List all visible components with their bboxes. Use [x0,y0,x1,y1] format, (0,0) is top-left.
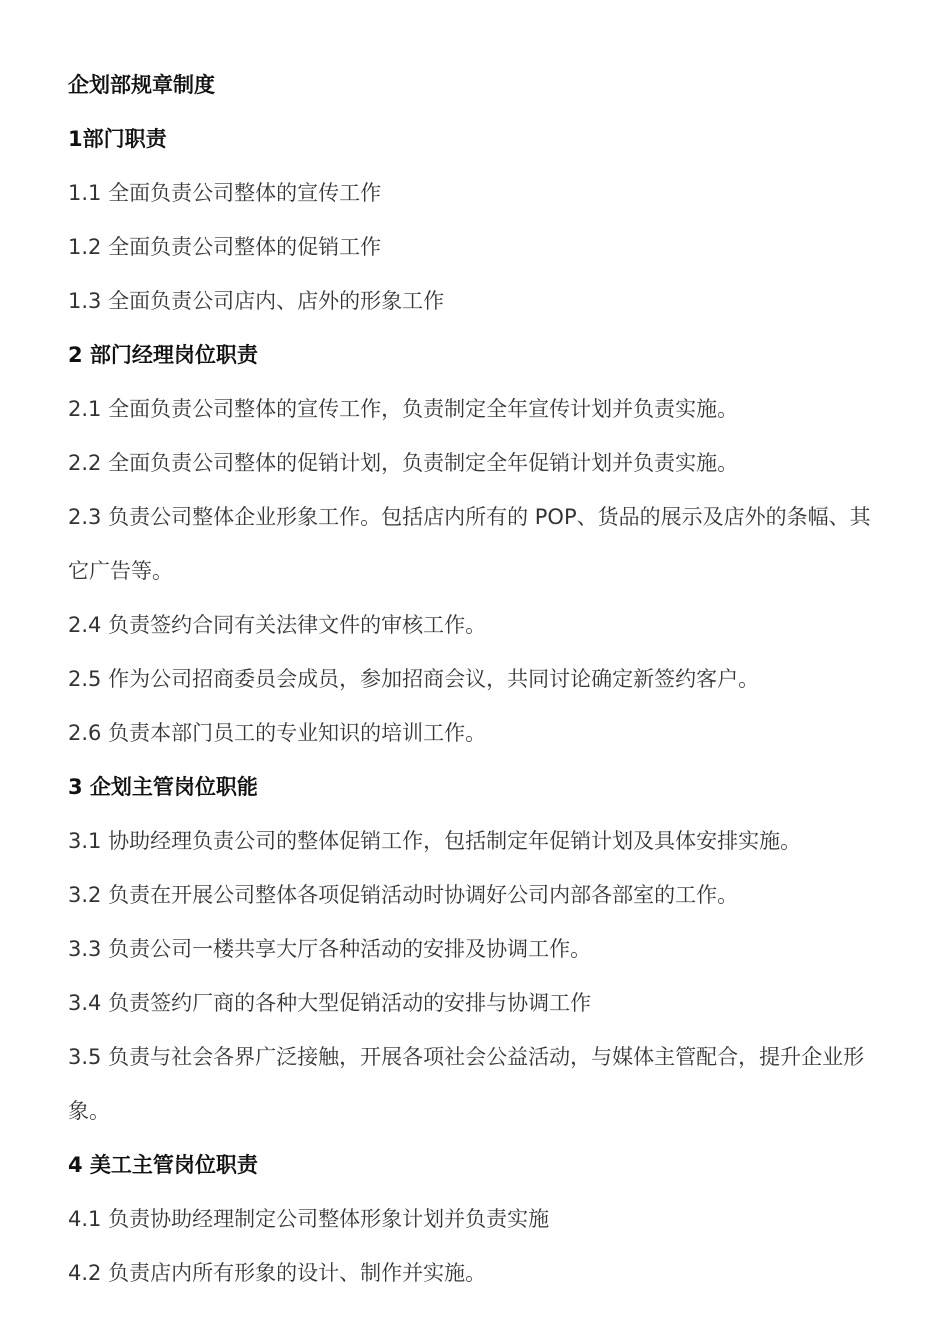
section-2-item-2: 2.2 全面负责公司整体的促销计划，负责制定全年促销计划并负责实施。 [68,451,739,475]
document-title: 企划部规章制度 [68,73,215,97]
section-3-item-4: 3.4 负责签约厂商的各种大型促销活动的安排与协调工作 [68,991,592,1015]
section-2-item-4: 2.4 负责签约合同有关法律文件的审核工作。 [68,613,487,637]
document-body [68,58,898,1300]
section-4-item-2: 4.2 负责店内所有形象的设计、制作并实施。 [68,1261,487,1285]
section-3-item-5: 3.5 负责与社会各界广泛接触，开展各项社会公益活动，与媒体主管配合，提升企业形象。 [68,1045,865,1123]
section-1-item-1: 1.1 全面负责公司整体的宣传工作 [68,181,382,205]
section-heading-4: 4 美工主管岗位职责 [68,1153,258,1177]
section-heading-2: 2 部门经理岗位职责 [68,343,258,367]
section-2-item-5: 2.5 作为公司招商委员会成员，参加招商会议，共同讨论确定新签约客户。 [68,667,760,691]
section-1-item-3: 1.3 全面负责公司店内、店外的形象工作 [68,289,445,313]
section-1-item-2: 1.2 全面负责公司整体的促销工作 [68,235,382,259]
section-3-item-3: 3.3 负责公司一楼共享大厅各种活动的安排及协调工作。 [68,937,592,961]
section-2-item-1: 2.1 全面负责公司整体的宣传工作，负责制定全年宣传计划并负责实施。 [68,397,739,421]
section-2-item-6: 2.6 负责本部门员工的专业知识的培训工作。 [68,721,487,745]
section-heading-3: 3 企划主管岗位职能 [68,775,258,799]
section-3-item-1: 3.1 协助经理负责公司的整体促销工作，包括制定年促销计划及具体安排实施。 [68,829,802,853]
section-2-item-3: 2.3 负责公司整体企业形象工作。包括店内所有的 POP、货品的展示及店外的条幅、其它广告等。 [68,505,871,583]
section-4-item-1: 4.1 负责协助经理制定公司整体形象计划并负责实施 [68,1207,550,1231]
section-heading-1: 1部门职责 [68,127,167,151]
section-3-item-2: 3.2 负责在开展公司整体各项促销活动时协调好公司内部各部室的工作。 [68,883,739,907]
